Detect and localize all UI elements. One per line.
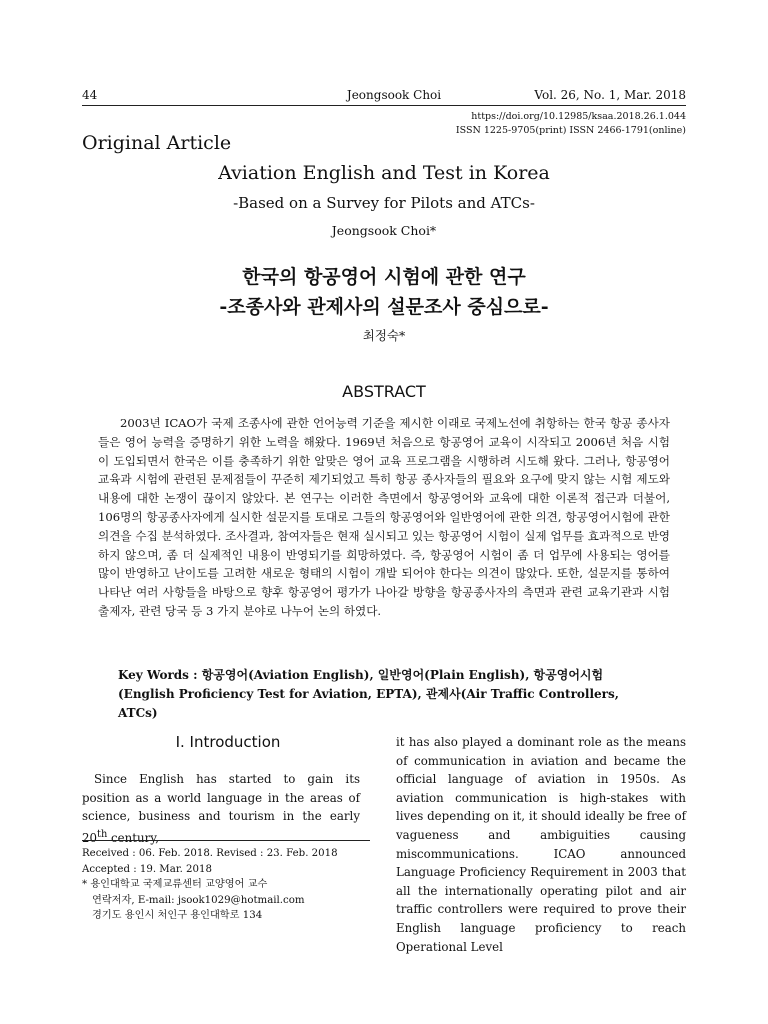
footnote-received: Received : 06. Feb. 2018. Revised : 23. Feb. 2018	[82, 848, 338, 859]
footnote-rule	[82, 840, 370, 841]
intro-right-column: it has also played a dominant role as the means of communication in aviation and became the official language of aviation in 1950s. As aviation communication is high-stakes with lives depending on it, it should ideally be free of vagueness and ambiguities causing miscommunications. ICAO announced Language Proficiency Requirement in 2003 that all the internationally operating pilot and air traffic controllers were required to prove their English language proficiency to reach Operational Level	[396, 735, 686, 954]
running-head-author: Jeongsook Choi	[346, 88, 442, 102]
title-english: Aviation English and Test in Korea	[218, 162, 550, 184]
intro-left-text-end: century,	[107, 830, 160, 845]
section-heading-introduction: Ⅰ. Introduction	[175, 733, 281, 751]
keywords-text: 항공영어(Aviation English), 일반영어(Plain English), 항공영어시험(English Proficiency Test for Aviation, EPTA), 관제사(Air Traffic Controllers, ATCs)	[118, 668, 619, 720]
subtitle-english: -Based on a Survey for Pilots and ATCs-	[233, 194, 535, 212]
keywords	[118, 666, 658, 723]
intro-left-text: Since English has started to gain its position as a world language in the areas of science, business and tourism in the early 20	[82, 772, 360, 845]
footnote-address: 경기도 용인시 처인구 용인대학로 134	[92, 910, 263, 921]
title-korean: 한국의 항공영어 시험에 관한 연구	[242, 266, 526, 288]
footnote-contact: 연락저자, E-mail: jsook1029@hotmail.com	[92, 894, 305, 906]
article-type: Original Article	[82, 132, 232, 154]
running-head	[82, 88, 686, 106]
footnotes	[82, 846, 374, 924]
header-rule	[82, 105, 686, 106]
subtitle-korean: -조종사와 관제사의 설문조사 중심으로-	[219, 296, 549, 318]
doi-link[interactable]: https://doi.org/10.12985/ksaa.2018.26.1.044	[471, 111, 686, 122]
footnote-affiliation: * 용인대학교 국제교류센터 교양영어 교수	[82, 879, 268, 890]
author-korean: 최정숙*	[362, 328, 406, 343]
keywords-label: Key Words :	[118, 668, 202, 682]
abstract-heading: ABSTRACT	[342, 382, 426, 401]
footnote-accepted: Accepted : 19. Mar. 2018	[82, 863, 212, 875]
author-english: Jeongsook Choi*	[331, 223, 437, 238]
doi-block	[456, 110, 686, 138]
abstract-body: 2003년 ICAO가 국제 조종사에 관한 언어능력 기준을 제시한 이래로 국제노선에 취항하는 한국 항공 종사자들은 영어 능력을 증명하기 위한 노력을 해왔다. 1969년 처음으로 항공영어 교육이 시작되고 2006년 처음 시험이 도입되면서 한국은 이를 충족하기 위한 알맞은 영어 교육 프로그램을 시행하려 시도해 왔다. 그러나, 항공영어 교육과 시험에 관련된 문제점들이 꾸준히 제기되었고 특히 항공 종사자들의 필요와 요구에 맞지 않는 시험 제도와 내용에 대한 논쟁이 끊이지 않았다. 본 연구는 이러한 측면에서 항공영어와 교육에 대한 이론적 접근과 더불어, 106명의 항공종사자에게 실시한 설문지를 토대로 그들의 항공영어와 일반영어에 관한 의견, 항공영어시험에 관한 의견을 수집 분석하였다. 조사결과, 참여자들은 현재 실시되고 있는 항공영어 시험이 실제 업무를 효과적으로 반영하지 않으며, 좀 더 실제적인 내용이 반영되기를 희망하였다. 즉, 항공영어 시험이 좀 더 업무에 사용되는 영어를 많이 반영하고 난이도를 고려한 새로운 형태의 시험이 개발 되어야 한다는 의견이 많았다. 또한, 설문지를 통하여 나타난 여러 사항들을 바탕으로 향후 항공영어 평가가 나아갈 방향을 항공종사자의 측면과 관련 교육기관과 시험출제자, 관련 당국 등 3 가지 분야로 나누어 논의 하였다.	[98, 416, 670, 618]
page-number: 44	[82, 88, 98, 102]
superscript-th: th	[97, 828, 108, 840]
issn-line: ISSN 1225-9705(print) ISSN 2466-1791(online)	[455, 125, 686, 136]
running-head-volume: Vol. 26, No. 1, Mar. 2018	[534, 88, 686, 102]
intro-left-column	[82, 770, 360, 847]
